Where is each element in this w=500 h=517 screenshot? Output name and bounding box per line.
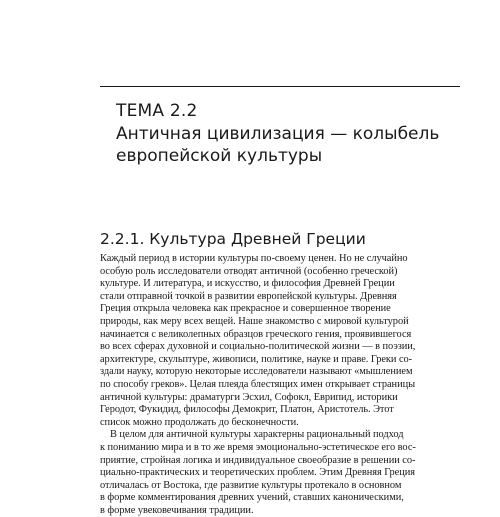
body-line: стали отправной точкой в развитии европейской культуры. Древняя (100, 290, 397, 302)
theme-title-line: Античная цивилизация — колыбель (116, 124, 440, 144)
body-line: античной культуры: драматурги Эсхил, Софокл, Еврипид, историки (100, 391, 398, 403)
body-line: приятие, стройная логика и индивидуальное своеобразие в решении со- (100, 454, 416, 466)
body-line: здали науку, которую некоторые исследователи называют «мышлением (100, 366, 413, 378)
body-line: в форме увековечивания традиции. (100, 504, 254, 516)
theme-label: ТЕМА 2.2 (116, 101, 198, 121)
body-line: список можно продолжать до бесконечности. (100, 416, 299, 428)
body-line: архитектуре, скульптуре, живописи, политике, науке и праве. Греки со- (100, 353, 413, 365)
body-line: по способу греков». Целая плеяда блестящих имен открывает страницы (100, 378, 416, 390)
body-line: В целом для античной культуры характерны рациональный подход (110, 429, 404, 441)
theme-title-line: европейской культуры (116, 146, 323, 166)
body-text (100, 253, 460, 517)
body-line: Греция открыла человека как прекрасное и совершенное творение (100, 303, 391, 315)
body-line: культуре. И литература, и искусство, и философия Древней Греции (100, 278, 395, 290)
body-line: начинается с великолепных образцов греческого гения, проявившегося (100, 328, 412, 340)
theme-title (116, 123, 456, 167)
body-line: отличалась от Востока, где развитие культуры протекало в основном (100, 479, 402, 491)
body-line: природы, как меру всех вещей. Наше знакомство с мировой культурой (100, 315, 409, 327)
section-title: 2.2.1. Культура Древней Греции (100, 230, 366, 248)
body-line: в форме комментирования древних учений, ставших каноническими, (100, 492, 404, 504)
body-line: циально-практических и теоретических проблем. Этим Древняя Греция (100, 467, 415, 479)
body-line: во всех сферах духовной и социально-политической жизни — в поэзии, (100, 341, 416, 353)
body-line: особую роль исследователи отводят античной (особенно греческой) (100, 265, 398, 277)
body-line: к пониманию мира и в то же время эмоционально-эстетическое его вос- (100, 441, 416, 453)
body-line: Каждый период в истории культуры по-своему ценен. Но не случайно (100, 253, 408, 264)
chapter-rule (100, 86, 460, 87)
body-line: Геродот, Фукидид, философы Демокрит, Платон, Аристотель. Этот (100, 404, 394, 416)
